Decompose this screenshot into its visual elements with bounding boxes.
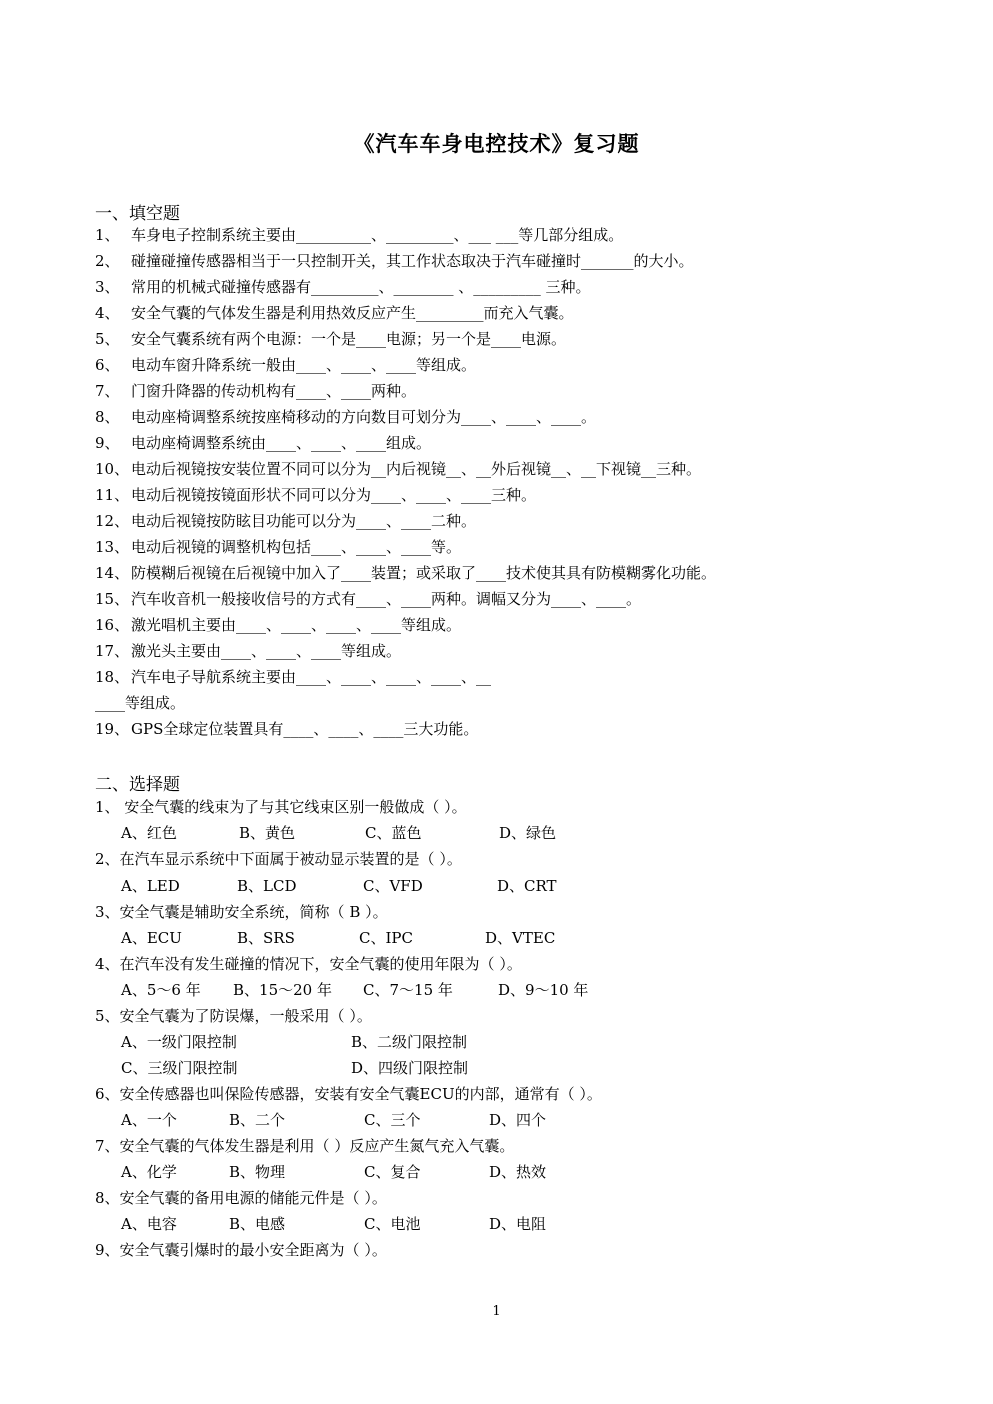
- section-heading-multiple-choice: 二、选择题: [95, 775, 180, 795]
- fill-blank-item: [95, 355, 476, 375]
- question-text: 6、安全传感器也叫保险传感器，安装有安全气囊ECU的内部，通常有（ ）。: [95, 1085, 602, 1103]
- fill-blank-item-continuation: [95, 693, 185, 713]
- question-text: 8、安全气囊的备用电源的储能元件是（ ）。: [95, 1189, 387, 1207]
- item-number: 10、: [95, 460, 130, 478]
- item-text: 激光头主要由____、____、____等组成。: [131, 642, 402, 660]
- item-text: 汽车电子导航系统主要由____、____、____、____、__: [131, 668, 492, 686]
- item-number: 15、: [95, 590, 130, 608]
- fill-blank-item: [95, 719, 478, 739]
- option: B、物理: [229, 1163, 286, 1181]
- option: D、VTEC: [485, 929, 556, 947]
- item-number: 14、: [95, 564, 130, 582]
- fill-blank-item: [95, 251, 694, 271]
- option: B、15～20 年: [233, 981, 332, 999]
- item-text: GPS全球定位装置具有____、____、____三大功能。: [131, 720, 479, 738]
- fill-blank-item: [95, 277, 591, 297]
- item-text: 门窗升降器的传动机构有____、____两种。: [131, 382, 417, 400]
- option: A、5～6 年: [121, 981, 201, 999]
- item-text: 电动座椅调整系统由____、____、____组成。: [131, 434, 432, 452]
- item-text: 激光唱机主要由____、____、____、____等组成。: [131, 616, 462, 634]
- fill-blank-item: [95, 225, 623, 245]
- item-number: 17、: [95, 642, 130, 660]
- fill-blank-item: [95, 667, 491, 687]
- question-text: 2、在汽车显示系统中下面属于被动显示装置的是（ ）。: [95, 850, 462, 868]
- item-number: 5、: [95, 330, 120, 348]
- item-number: 4、: [95, 304, 120, 322]
- option: C、蓝色: [365, 824, 422, 842]
- item-number: 8、: [95, 408, 120, 426]
- option: A、一个: [121, 1111, 177, 1129]
- option: A、红色: [121, 824, 177, 842]
- option: A、LED: [121, 877, 180, 895]
- item-text: 电动座椅调整系统按座椅移动的方向数目可划分为____、____、____。: [131, 408, 597, 426]
- option: D、四级门限控制: [351, 1059, 469, 1077]
- item-number: 6、: [95, 356, 120, 374]
- item-number: 3、: [95, 278, 120, 296]
- option: A、一级门限控制: [121, 1033, 237, 1051]
- option-row: [121, 1162, 546, 1182]
- option: A、ECU: [121, 929, 182, 947]
- fill-blank-item: [95, 381, 416, 401]
- fill-blank-item: [95, 485, 536, 505]
- item-number: 19、: [95, 720, 130, 738]
- fill-blank-item: [95, 511, 476, 531]
- fill-blank-item: [95, 459, 701, 479]
- option: D、绿色: [499, 824, 557, 842]
- option-row: [121, 823, 556, 843]
- item-number: 12、: [95, 512, 130, 530]
- option-row: [121, 980, 588, 1000]
- item-text: 安全气囊系统有两个电源：一个是____电源；另一个是____电源。: [131, 330, 567, 348]
- option-row: [121, 1214, 546, 1234]
- fill-blank-item: [95, 615, 461, 635]
- option: D、9～10 年: [498, 981, 589, 999]
- question-text: 9、安全气囊引爆时的最小安全距离为（ ）。: [95, 1241, 387, 1259]
- item-text: 车身电子控制系统主要由__________、_________、___ ___等几部分组成。: [131, 226, 624, 244]
- option-row: [121, 1110, 546, 1130]
- question-text: 3、安全气囊是辅助安全系统，简称（ B ）。: [95, 903, 388, 921]
- option: D、CRT: [497, 877, 557, 895]
- option: B、二个: [229, 1111, 286, 1129]
- option: C、VFD: [363, 877, 423, 895]
- option: C、三个: [364, 1111, 421, 1129]
- fill-blank-item: [95, 641, 401, 661]
- item-text: 电动车窗升降系统一般由____、____、____等组成。: [131, 356, 477, 374]
- fill-blank-item: [95, 329, 566, 349]
- option: D、四个: [489, 1111, 547, 1129]
- question-text: 4、在汽车没有发生碰撞的情况下，安全气囊的使用年限为（ ）。: [95, 955, 522, 973]
- option: B、黄色: [239, 824, 296, 842]
- item-text: 电动后视镜按安装位置不同可以分为__内后视镜__、__外后视镜__、__下视镜__三种。: [131, 460, 702, 478]
- option: C、复合: [364, 1163, 421, 1181]
- item-number: 2、: [95, 252, 120, 270]
- item-text: 安全气囊的气体发生器是利用热效反应产生_________而充入气囊。: [131, 304, 574, 322]
- option-row: [121, 928, 555, 948]
- fill-blank-item: [95, 303, 574, 323]
- item-text: 汽车收音机一般接收信号的方式有____、____两种。调幅又分为____、____。: [131, 590, 642, 608]
- item-number: 11、: [95, 486, 130, 504]
- question-text: 1、 安全气囊的线束为了与其它线束区别一般做成（ ）。: [95, 798, 467, 816]
- option: C、三级门限控制: [121, 1059, 238, 1077]
- option: C、IPC: [359, 929, 413, 947]
- option: D、电阻: [489, 1215, 547, 1233]
- item-text: 常用的机械式碰撞传感器有_________、________ 、_________ 三种。: [131, 278, 591, 296]
- option-row: [121, 876, 557, 896]
- fill-blank-item: [95, 563, 716, 583]
- option: C、电池: [364, 1215, 421, 1233]
- item-number: 16、: [95, 616, 130, 634]
- item-text: 电动后视镜按防眩目功能可以分为____、____二种。: [131, 512, 477, 530]
- item-text: 电动后视镜按镜面形状不同可以分为____、____、____三种。: [131, 486, 537, 504]
- item-number: 7、: [95, 382, 120, 400]
- item-text: 碰撞碰撞传感器相当于一只控制开关，其工作状态取决于汽车碰撞时_______的大小。: [131, 252, 694, 270]
- option: A、电容: [121, 1215, 177, 1233]
- option: B、LCD: [237, 877, 297, 895]
- question-text: 7、安全气囊的气体发生器是利用（ ）反应产生氮气充入气囊。: [95, 1137, 515, 1155]
- fill-blank-item: [95, 433, 431, 453]
- option: C、7～15 年: [363, 981, 453, 999]
- option: D、热效: [489, 1163, 547, 1181]
- document-title: 《汽车车身电控技术》复习题: [353, 131, 640, 156]
- option: B、SRS: [237, 929, 295, 947]
- option: B、电感: [229, 1215, 286, 1233]
- item-text: ____等组成。: [95, 694, 186, 712]
- item-number: 18、: [95, 668, 130, 686]
- fill-blank-item: [95, 537, 461, 557]
- section-heading-fill-blank: 一、填空题: [95, 204, 180, 224]
- item-text: 电动后视镜的调整机构包括____、____、____等。: [131, 538, 462, 556]
- option-row: [121, 1058, 468, 1078]
- fill-blank-item: [95, 589, 641, 609]
- item-text: 防模糊后视镜在后视镜中加入了____装置；或采取了____技术使其具有防模糊雾化功能。: [131, 564, 717, 582]
- option: B、二级门限控制: [351, 1033, 468, 1051]
- option-row: [121, 1032, 467, 1052]
- item-number: 1、: [95, 226, 120, 244]
- item-number: 13、: [95, 538, 130, 556]
- option: A、化学: [121, 1163, 177, 1181]
- question-text: 5、安全气囊为了防误爆，一般采用（ ）。: [95, 1007, 372, 1025]
- page-number: 1: [492, 1304, 501, 1319]
- item-number: 9、: [95, 434, 120, 452]
- fill-blank-item: [95, 407, 596, 427]
